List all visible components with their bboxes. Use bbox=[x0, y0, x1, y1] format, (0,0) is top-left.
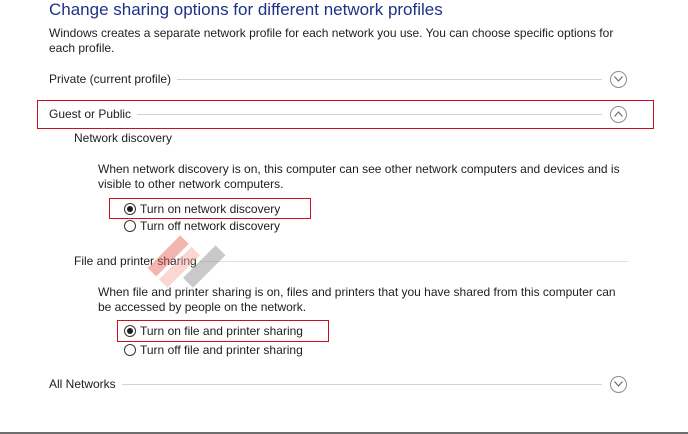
radio-unselected-icon[interactable] bbox=[124, 220, 136, 232]
network-discovery-heading: Network discovery bbox=[74, 131, 173, 145]
radio-label-network-discovery-off: Turn off network discovery bbox=[140, 219, 281, 233]
radio-unselected-icon[interactable] bbox=[124, 344, 136, 356]
radio-file-sharing-off[interactable] bbox=[124, 343, 303, 357]
radio-label-file-sharing-off: Turn off file and printer sharing bbox=[140, 343, 303, 357]
profile-label-guest-public: Guest or Public bbox=[49, 107, 132, 121]
profile-row-all-networks[interactable] bbox=[49, 374, 627, 394]
radio-label-network-discovery-on: Turn on network discovery bbox=[140, 202, 281, 216]
chevron-down-icon[interactable] bbox=[610, 376, 627, 393]
page-intro-text: Windows creates a separate network profile for each network you use. You can choose specific options for each profile. bbox=[49, 26, 614, 55]
profile-label-private: Private (current profile) bbox=[49, 72, 172, 86]
chevron-down-icon[interactable] bbox=[610, 71, 627, 88]
profile-row-guest-public[interactable] bbox=[49, 104, 627, 124]
section-divider bbox=[177, 79, 602, 80]
radio-network-discovery-on[interactable] bbox=[124, 202, 280, 216]
profile-label-all-networks: All Networks bbox=[49, 377, 116, 391]
profile-row-private[interactable] bbox=[49, 69, 627, 89]
radio-selected-icon[interactable] bbox=[124, 325, 136, 337]
file-printer-sharing-description: When file and printer sharing is on, files and printers that you have shared from this computer can be accessed by people on the network. bbox=[98, 285, 616, 314]
subsection-divider bbox=[200, 261, 628, 262]
chevron-up-icon[interactable] bbox=[610, 106, 627, 123]
radio-selected-icon[interactable] bbox=[124, 203, 136, 215]
radio-file-sharing-on[interactable] bbox=[124, 324, 303, 338]
network-discovery-description: When network discovery is on, this computer can see other network computers and devices and is visible to other network computers. bbox=[98, 162, 620, 191]
section-divider bbox=[137, 114, 602, 115]
section-divider bbox=[122, 384, 602, 385]
page-title: Change sharing options for different network profiles bbox=[49, 0, 443, 19]
radio-label-file-sharing-on: Turn on file and printer sharing bbox=[140, 324, 303, 338]
file-printer-sharing-heading: File and printer sharing bbox=[74, 254, 197, 268]
radio-network-discovery-off[interactable] bbox=[124, 219, 280, 233]
